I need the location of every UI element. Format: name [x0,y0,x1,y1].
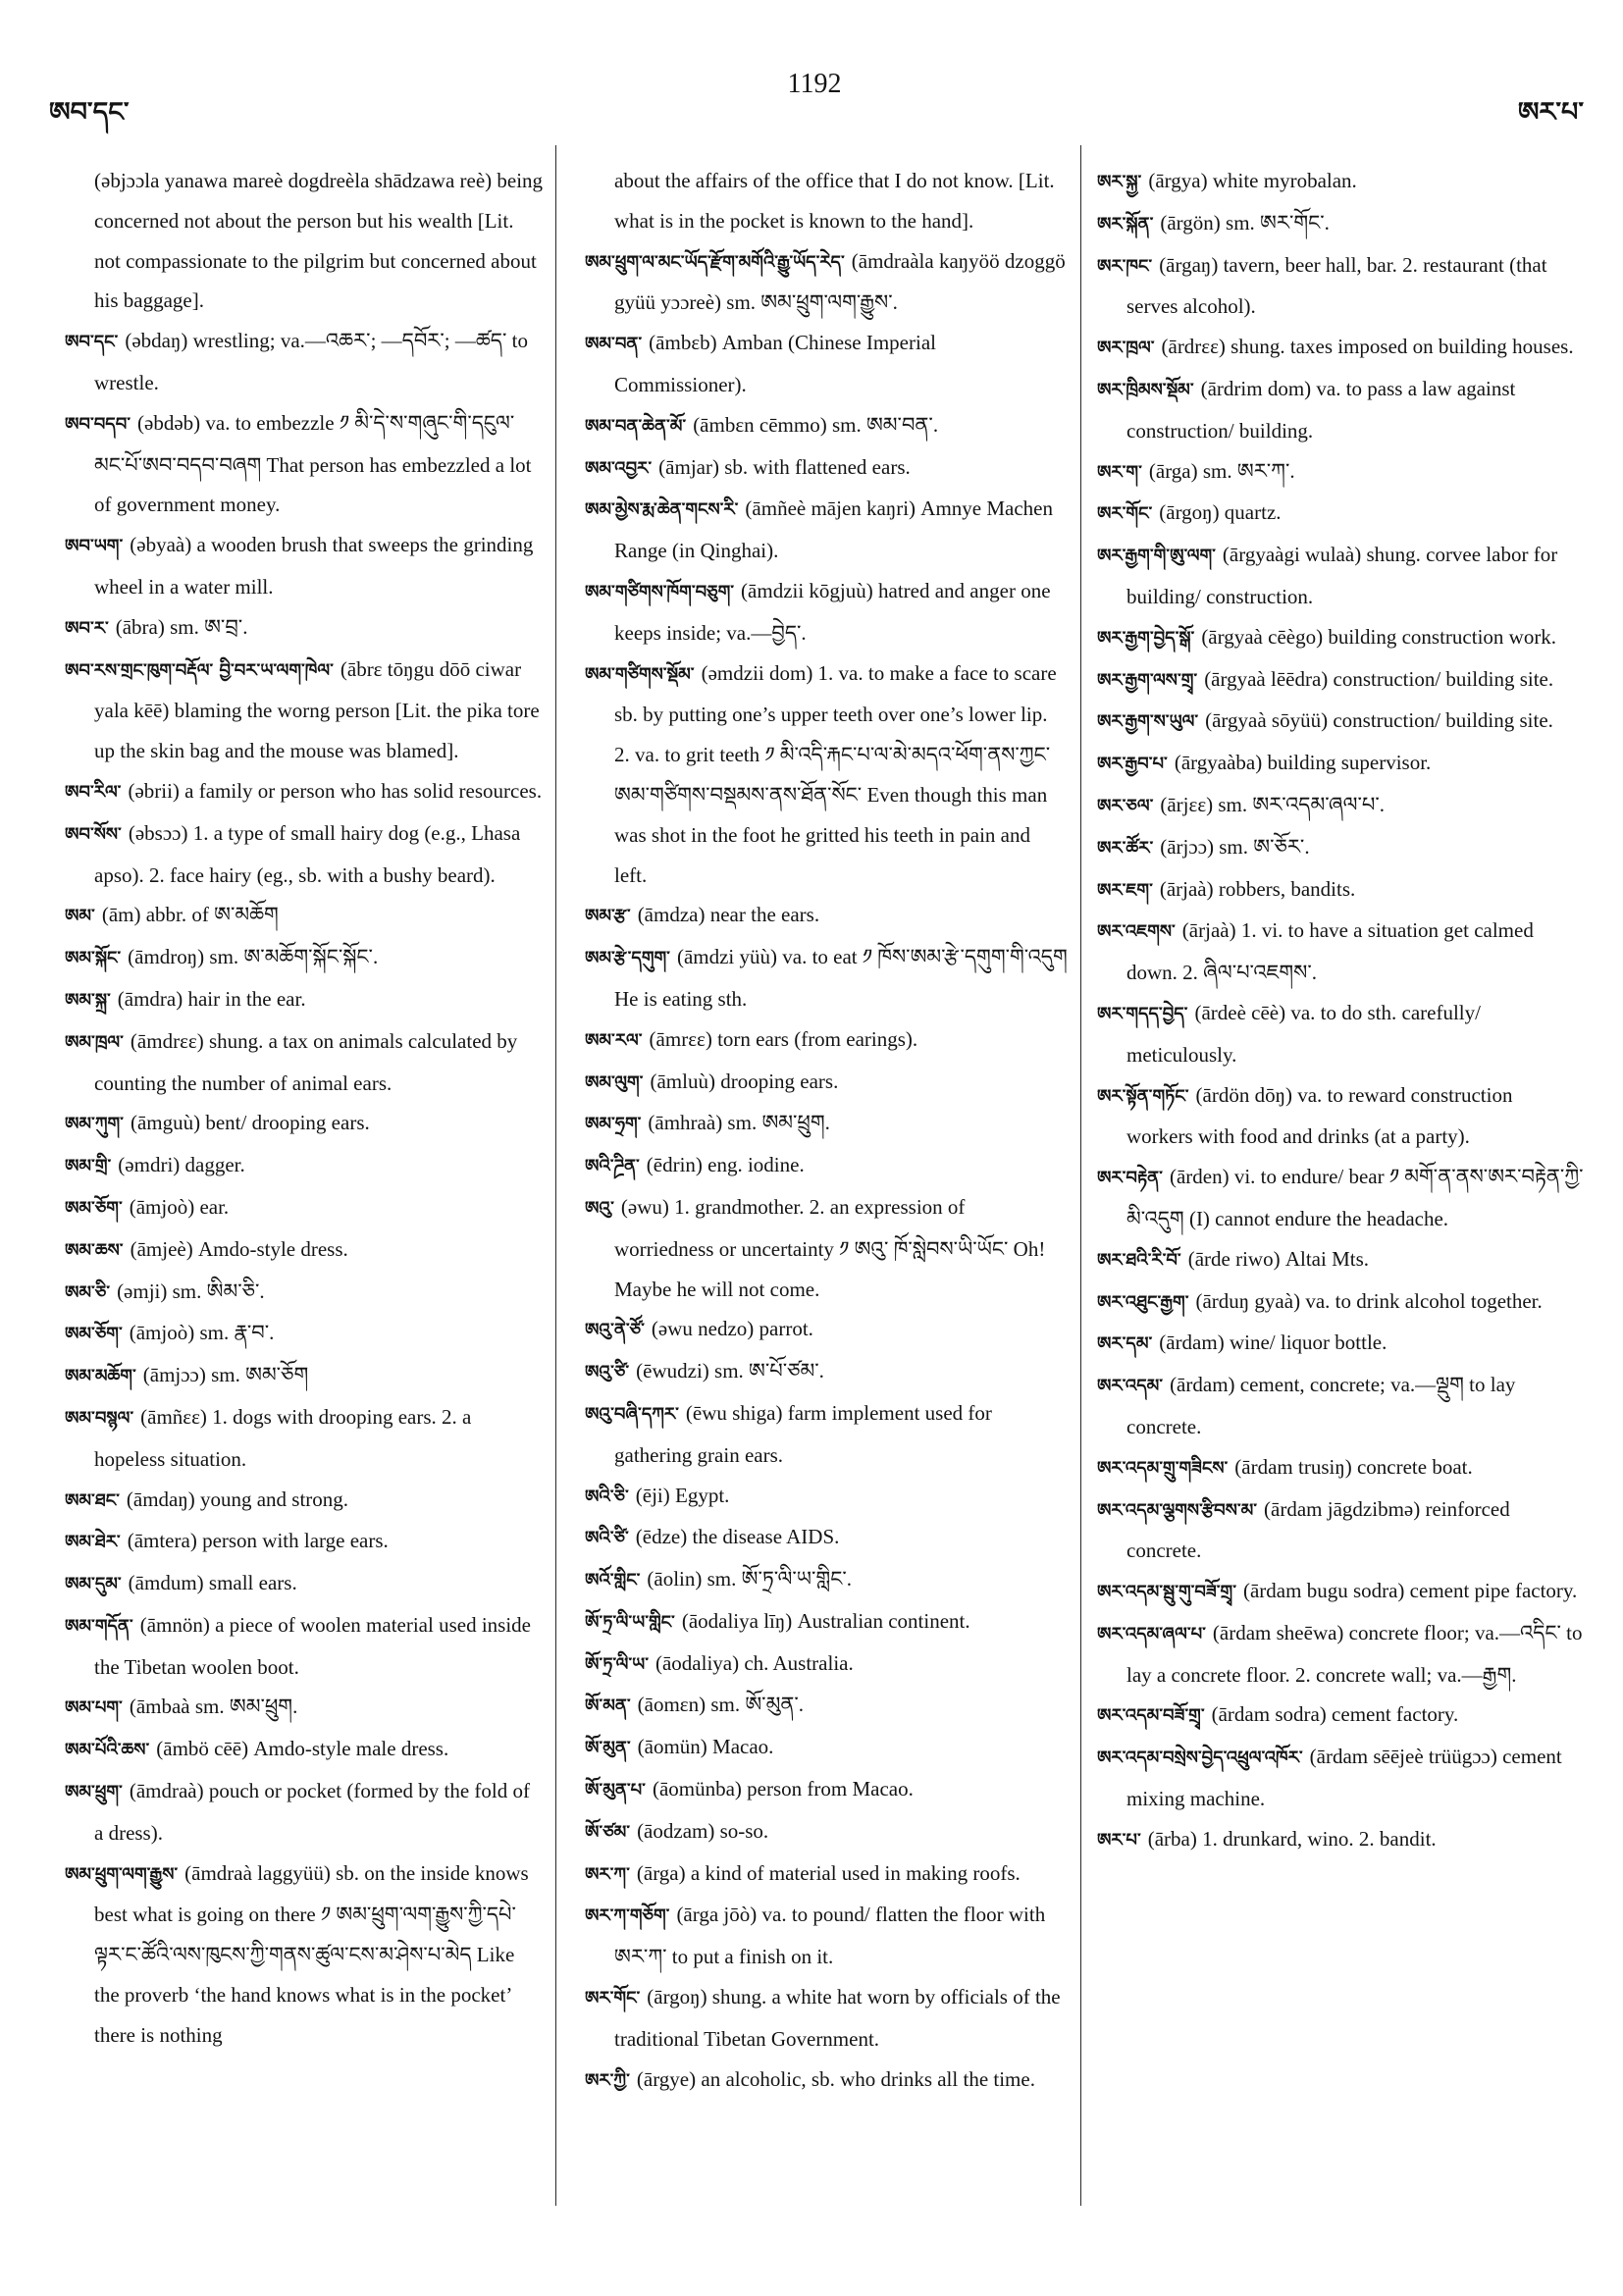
definition: (āmguù) bent/ drooping ears. [130,1111,370,1135]
definition: (ārden) vi. to endure/ bear ༡ མགོ་ན་ནས་ཨར་བརྟེན་ཀྱི་མི་འདུག (I) cannot endure the headache. [1126,1165,1584,1230]
definition: (ābra) sm. ཨ་བྲ་. [115,614,248,639]
definition: (ārdam) cement, concrete; va.—ལྡུག to lay concrete. [1126,1373,1516,1438]
dictionary-entry [65,1480,544,1522]
definition: (əwu nedzo) parrot. [651,1317,813,1341]
column-divider [555,145,556,2206]
definition: (ārdam bugu sodra) cement pipe factory. [1242,1579,1578,1603]
headword: ཨམ་མྱེས་རྨ་ཆེན་གངས་རི་ [585,499,739,521]
headword: ཨམ་བན་ཆེན་མོ་ [585,415,687,437]
headword: ཨམ་ཕྲུག་ལ་མང་ཡོད་རྫོག་མགོའི་རྒྱུ་ཡོད་རེད་ [585,251,845,273]
dictionary-entry [585,1351,1068,1393]
headword: ཨར་ཁང་ [1097,255,1153,277]
headword: ཨར་རྒྱག་བྱེད་སྒོ་ [1097,627,1195,649]
dictionary-column-3 [1097,161,1584,2231]
dictionary-entry [1097,535,1584,617]
definition: (ārdam sodra) cement factory. [1211,1702,1459,1727]
dictionary-entry [585,653,1068,896]
headword: ཨའི་ཌྲིན་ [585,1156,640,1177]
headword: ཨར་ཀ་ [585,1863,630,1885]
dictionary-entry [1097,1695,1584,1737]
right-guide-word: ཨར་པ་ [1517,97,1584,128]
definition: (ēwu shiga) farm implement used for gathering grain ears. [614,1400,992,1467]
dictionary-entry [1097,1613,1584,1696]
definition: (āmdraà laggyüü) sb. on the inside knows best what is going on there ༡ ཨམ་ཕྲུག་ལག་རྒྱུས་ཀྱི་དཔེ་ལྟར་ང་ཚོའི་ལས་ཁུངས་ཀྱི་གནས་ཚུལ་ངས་མ་ཤེས་པ་མེད Like the proverb ‘the hand knows what is in the pocket’ there is nothing [94,1860,529,2047]
definition: (ārdam jāgdzibmə) reinforced concrete. [1126,1496,1510,1563]
headword: ཨམ་ཆས་ [65,1239,124,1261]
page-number: 1192 [787,69,842,99]
definition: (ārdam) wine/ liquor bottle. [1159,1331,1387,1355]
dictionary-entry [1097,203,1584,245]
headword: ཨར་རྒྱག་ས་ཡུལ་ [1097,711,1199,733]
dictionary-entry [65,1313,544,1355]
definition: (ārgyaàgi wulaà) shung. corvee labor for building/ construction. [1126,543,1558,608]
dictionary-entry [65,895,544,937]
headword: ཨར་ཅལ་ [1097,795,1154,816]
dictionary-entry [1097,911,1584,993]
dictionary-entry [585,1644,1068,1686]
definition: (ēdrin) eng. iodine. [646,1153,805,1177]
headword: ཨར་འདམ་ལྕགས་རྩིབས་མ་ [1097,1499,1258,1521]
headword: ཨར་འདམ་བཟོ་གྲྭ་ [1097,1705,1205,1727]
dictionary-entry [65,1687,544,1729]
headword: ཨམ་པག་ [65,1697,123,1719]
headword: ཨའི་ཙི་ [585,1528,629,1549]
dictionary-entry [1097,327,1584,369]
headword: ཨར་ཐའི་རི་བོ་ [1097,1249,1181,1271]
definition: (ārjaà) 1. vi. to have a situation get calmed down. 2. ཞིལ་པ་འཇགས་. [1126,918,1534,985]
headword: ཨབ་དང་ [65,332,119,353]
headword: ཨར་རྒྱག་གི་ཨུ་ལག་ [1097,546,1216,567]
entry-continuation [585,161,1068,241]
definition: (āmdza) near the ears. [637,903,820,927]
definition: (āmdzi yüù) va. to eat ༡ ཁོས་ཨམ་རྩེ་དགུག་གི་འདུག He is eating sth. [614,945,1068,1011]
dictionary-entry [65,1563,544,1605]
definition: (āomün) Macao. [637,1735,774,1759]
headword: ཨོ་མན་ [585,1696,631,1717]
headword: ཨམ་གདོན་ [65,1615,133,1637]
definition: (ārgyaà lēēdra) construction/ building site. [1204,666,1554,691]
left-guide-word: ཨབ་དང་ [49,97,130,128]
definition: (āmdaŋ) young and strong. [126,1487,349,1511]
headword: ཨར་འཐུང་རྒྱག་ [1097,1291,1189,1313]
headword: ཨམ་ཅོག་ [65,1197,123,1219]
dictionary-entry [65,1103,544,1145]
definition: (ārgye) an alcoholic, sb. who drinks all the time. [636,2066,1035,2091]
headword: ཨར་དམ་ [1097,1333,1153,1355]
dictionary-entry [65,1771,544,1853]
definition: (āmñeè mājen kaŋri) Amnye Machen Range (in Qinghai). [614,496,1054,563]
headword: ཨའུ་ནེ་ཙོ་ [585,1320,645,1341]
headword: ཨོ་མུན་པ་ [585,1780,646,1801]
headword: ཨའི་ཅི་ [585,1486,629,1507]
headword: ཨར་ཁྲིམས་སྡོམ་ [1097,379,1194,400]
dictionary-entry [585,895,1068,937]
dictionary-entry [585,937,1068,1019]
headword: ཨམ་ཕྲུག་ལག་རྒྱུས་ [65,1863,179,1885]
headword: ཨར་ག་ [1097,461,1142,483]
dictionary-entry [585,1601,1068,1644]
headword: ཨའུ་བཞི་དཀར་ [585,1403,679,1425]
dictionary-entry [585,571,1068,653]
dictionary-entry [1097,659,1584,702]
definition: (ārgyaà sōyüü) construction/ building site. [1205,708,1553,733]
definition: (əwu) 1. grandmother. 2. an expression of worriedness or uncertainty ༡ ཨའུ་ ཁོ་སླེབས་ཡི་ཡོང་ Oh! Maybe he will not come. [614,1194,1046,1301]
dictionary-entry [65,1272,544,1314]
definition: (əbsɔɔ) 1. a type of small hairy dog (e.g., Lhasa apso). 2. face hairy (eg., sb. with a bushy beard). [94,820,521,887]
definition: (əbyaà) a wooden brush that sweeps the grinding wheel in a water mill. [94,533,534,599]
definition: (ārgaŋ) tavern, beer hall, bar. 2. restaurant (that serves alcohol). [1126,252,1547,319]
definition: about the affairs of the office that I do not know. [Lit. what is in the pocket is known to the hand]. [614,169,1055,233]
headword: ཨམ་ཅོག་ [65,1324,123,1345]
headword: ཨམ་སྐོང་ [65,948,122,969]
headword: ཨར་གདད་བྱེད་ [1097,1003,1188,1024]
dictionary-entry [585,1309,1068,1351]
dictionary-entry [65,1187,544,1229]
headword: ཨོ་ཏྲ་ལི་ཡ་ [585,1653,649,1675]
dictionary-entry [585,1727,1068,1769]
definition: (ārga) sm. ཨར་ཀ་. [1148,458,1295,483]
headword: ཨར་འདམ་བསྲེས་བྱེད་འཕྲུལ་འཁོར་ [1097,1748,1303,1769]
dictionary-entry [1097,1737,1584,1819]
dictionary-entry [1097,161,1584,203]
definition: (ārdrim dom) va. to pass a law against construction/ building. [1126,376,1516,443]
definition: (āomünba) person from Macao. [652,1777,914,1801]
headword: ཨམ་བསྙལ་ [65,1407,134,1429]
headword: ཨར་ཚོར་ [1097,837,1154,859]
definition: (āodzam) so-so. [637,1818,769,1843]
dictionary-entry [1097,493,1584,535]
column-divider [1080,145,1081,2206]
dictionary-entry [65,813,544,896]
definition: (ārga) a kind of material used in making roofs. [636,1860,1021,1885]
headword: ཨམ་གྲི་ [65,1156,112,1177]
dictionary-entry [65,403,544,525]
headword: ཨམ་གཙིགས་སྡོམ་ [585,663,695,685]
definition: (ārduŋ gyaà) va. to drink alcohol together. [1195,1288,1543,1313]
headword: ཨམ་ལུག་ [585,1071,644,1093]
dictionary-entry [65,937,544,979]
dictionary-entry [65,1021,544,1104]
headword: ཨམ་སྐྲ་ [65,989,111,1011]
definition: (āmdroŋ) sm. ཨ་མཆོག་སྐོང་སྐོང་. [128,945,379,969]
headword: ཨམ་ཁྲལ་ [65,1031,124,1053]
dictionary-entry [1097,1157,1584,1239]
dictionary-entry [585,1103,1068,1145]
headword: ཨམ་པོའི་ཆས་ [65,1740,150,1761]
headword: ཨམ་ [65,906,95,927]
definition: (ārdeè cēè) va. to do sth. carefully/ meticulously. [1126,1000,1481,1067]
definition: (āmtera) person with large ears. [127,1529,389,1553]
headword: ཨབ་ར་ [65,617,109,639]
headword: ཨམ་རྩེ་དགུག་ [585,948,670,969]
definition: (āmdraàla kaŋyöö dzoggö gyüü yɔɔreè) sm. ཨམ་ཕྲུག་ལག་རྒྱུས་. [614,248,1066,315]
definition: (āmbɛn cēmmo) sm. ཨམ་བན་. [693,412,939,437]
definition: (āmrɛɛ) torn ears (from earings). [649,1026,918,1051]
definition: (āmbɛb) Amban (Chinese Imperial Commissioner). [614,331,936,396]
definition: (ām) abbr. of ཨ་མཆོག [101,903,279,927]
headword: ཨམ་ཕྲུག་ [65,1782,123,1803]
headword: ཨོ་མུན་ [585,1738,631,1759]
definition: (ārgyaà cēègo) building construction work. [1201,624,1557,649]
definition: (āmdraà) pouch or pocket (formed by the fold of a dress). [94,1779,531,1845]
headword: ཨར་འདམ་ [1097,1376,1164,1397]
headword: ཨར་སྟོན་གཏོང་ [1097,1085,1189,1107]
headword: ཨབ་སོས་ [65,823,122,845]
dictionary-entry [65,1729,544,1771]
dictionary-entry [585,489,1068,571]
definition: (əmdri) dagger. [118,1153,245,1177]
headword: ཨར་རྒྱབ་པ་ [1097,754,1168,775]
definition: (āmjeè) Amdo-style dress. [130,1236,348,1261]
dictionary-entry [65,1521,544,1563]
definition: (āmluù) drooping ears. [650,1069,839,1093]
definition: (āmbö cēē) Amdo-style male dress. [156,1737,449,1761]
headword: ཨར་འདམ་སྦུ་གུ་བཟོ་གྲྭ་ [1097,1582,1236,1603]
definition: (ārdam trusiŋ) concrete boat. [1234,1454,1473,1479]
dictionary-entry [585,1685,1068,1727]
dictionary-entry [1097,1281,1584,1324]
dictionary-entry [65,1605,544,1688]
definition: (ārga jōò) va. to pound/ flatten the floor with ཨར་ཀ་ to put a finish on it. [614,1903,1046,1969]
definition: (āolin) sm. ཨོ་ཏྲ་ལི་ཡ་གླིང་. [647,1567,852,1592]
headword: ཨབ་བདབ་ [65,413,131,435]
headword: ཨམ་ཅི་ [65,1281,111,1303]
dictionary-entry [65,1145,544,1187]
dictionary-entry [65,771,544,813]
headword: ཨར་སྐོན་ [1097,213,1154,235]
headword: ཨར་རྒྱག་ལས་གྲྭ་ [1097,669,1198,691]
definition: (āmhraà) sm. ཨམ་ཕྲུག. [648,1111,830,1135]
headword: ཨར་ཀ་གཅོག་ [585,1905,670,1927]
dictionary-entry [1097,1365,1584,1447]
headword: ཨར་གོང་ [1097,503,1153,525]
dictionary-entry [1097,1819,1584,1861]
headword: ཨམ་ཐེར་ [65,1532,121,1553]
definition: (āmñɛɛ) 1. dogs with drooping ears. 2. a hopeless situation. [94,1404,472,1471]
definition: (āmjar) sb. with flattened ears. [658,454,911,479]
definition: (āmjoò) sm. རྣ་བ་. [129,1321,275,1345]
dictionary-entry [585,1895,1068,1977]
definition: (ēdze) the disease AIDS. [635,1525,840,1549]
dictionary-entry [1097,869,1584,912]
headword: ཨར་གོང་ [585,1988,641,2009]
definition: (əbdəb) va. to embezzle ༡ མི་དེ་ས་གཞུང་གི་དངུལ་མང་པོ་ཨབ་བདབ་བཞག That person has embezzled a lot of government money. [94,410,532,517]
dictionary-entry [1097,1075,1584,1158]
dictionary-entry [1097,785,1584,827]
headword: ཨར་སྐྱ་ [1097,172,1142,192]
dictionary-entry [585,447,1068,490]
dictionary-entry [1097,451,1584,494]
definition: (āomɛn) sm. ཨོ་མུན་. [637,1693,804,1717]
dictionary-entry [585,405,1068,447]
definition: (ārjɛɛ) sm. ཨར་འདམ་ཞལ་པ་. [1160,792,1386,816]
dictionary-entry [1097,827,1584,869]
dictionary-entry [1097,1489,1584,1572]
definition: (āmdra) hair in the ear. [117,986,306,1011]
dictionary-entry [1097,1239,1584,1281]
dictionary-entry [1097,369,1584,451]
headword: ཨམ་འབྱར་ [585,457,653,479]
definition: (āmdrɛɛ) shung. a tax on animals calculated by counting the number of animal ears. [94,1028,518,1095]
definition: (ārde riwo) Altai Mts. [1187,1246,1370,1271]
headword: ཨམ་ཧྲག་ [585,1114,642,1135]
headword: ཨམ་དུམ་ [65,1574,122,1595]
dictionary-entry [585,1559,1068,1601]
headword: ཨམ་ཀུག་ [65,1114,124,1135]
headword: ཨར་བརྟེན་ [1097,1168,1163,1189]
headword: ཨའུ་ཙི་ [585,1362,630,1383]
dictionary-entry [585,323,1068,405]
definition: (əmji) sm. ཨིམ་ཅི་. [117,1278,265,1303]
dictionary-entry [585,1476,1068,1518]
definition: (ārjaà) robbers, bandits. [1159,876,1356,901]
definition: (ārgoŋ) quartz. [1159,500,1282,525]
dictionary-entry [1097,701,1584,743]
dictionary-entry [1097,743,1584,785]
headword: ཨབ་ཡག་ [65,536,124,557]
dictionary-entry [1097,993,1584,1075]
dictionary-entry [65,607,544,650]
definition: (āmnön) a piece of woolen material used inside the Tibetan woolen boot. [94,1612,531,1679]
dictionary-entry [65,979,544,1021]
definition: (ārjɔɔ) sm. ཨ་ཅོར་. [1160,834,1310,859]
dictionary-entry [1097,1571,1584,1613]
headword: ཨར་ཀྱི་ [585,2069,630,2091]
definition: (əmdzii dom) 1. va. to make a face to scare sb. by putting one’s upper teeth over one’s lower lip. 2. va. to grit teeth ༡ མི་འདི་རྐང་པ་ལ་མེ་མདའ་ཕོག་ནས་ཀྱང་ཨམ་གཙིགས་བསྡམས་ནས་ཐོན་སོང་ Even though this man was shot in the foot he gritted his teeth in pain and left. [614,660,1057,887]
dictionary-entry [585,1062,1068,1104]
dictionary-entry [65,1355,544,1397]
headword: ཨའུ་ [585,1197,614,1219]
dictionary-entry [65,650,544,771]
dictionary-entry [585,1811,1068,1853]
definition: (ārgya) white myrobalan. [1148,169,1357,192]
entry-continuation [65,161,544,321]
headword: ཨར་འཇགས་ [1097,921,1176,943]
definition: (ārdam sēējeè trüügɔɔ) cement mixing machine. [1126,1745,1562,1811]
dictionary-column-2 [585,161,1068,2231]
dictionary-entry [65,1229,544,1272]
definition: (āmdzii kōgjuù) hatred and anger one keeps inside; va.—བྱེད་. [614,578,1051,645]
definition: (əbrii) a family or person who has solid resources. [128,778,543,803]
dictionary-entry [585,241,1068,324]
headword: ཨབ་རས་གྲང་ཁུག་བརྡོལ་ བྱི་བར་ཡ་ལག་ཁེལ་ [65,659,334,681]
dictionary-entry [585,1853,1068,1896]
definition: (āmdum) small ears. [128,1571,297,1595]
dictionary-entry [585,1769,1068,1811]
definition: (əbdaŋ) wrestling; va.—འཆར་; —དབོར་; —ཚད་ to wrestle. [94,329,528,394]
dictionary-entry [585,1187,1068,1309]
dictionary-column-1 [65,161,544,2231]
definition: (ābrɛ tōŋgu dōō ciwar yala kēē) blaming the worng person [Lit. the pika tore up the skin bag and the mouse was blamed]. [94,656,540,763]
headword: ཨར་འདམ་གྲུ་གཟིངས་ [1097,1457,1229,1479]
definition: (ārdön dōŋ) va. to reward construction workers with food and drinks (at a party). [1126,1082,1513,1149]
definition: (āmbaà sm. ཨམ་ཕྲུག. [129,1695,298,1719]
definition: (āmjoò) ear. [129,1194,230,1219]
dictionary-entry [585,1977,1068,2060]
dictionary-entry [1097,1323,1584,1365]
headword: ཨར་ཇག་ [1097,879,1153,901]
headword: ཨོ་ཏྲ་ལི་ཡ་གླིང་ [585,1611,675,1633]
definition: (ārgön) sm. ཨར་གོང་. [1160,210,1330,235]
headword: ཨར་ཁྲལ་ [1097,338,1155,359]
dictionary-entry [1097,1447,1584,1489]
dictionary-entry [65,1397,544,1480]
definition: (āodaliya) ch. Australia. [654,1650,854,1675]
definition: (ārgoŋ) shung. a white hat worn by officials of the traditional Tibetan Government. [614,1985,1061,2051]
dictionary-entry [65,1853,544,2056]
dictionary-entry [585,1145,1068,1187]
headword: ཨར་འདམ་ཞལ་པ་ [1097,1623,1206,1644]
definition: (ārdam sheēwa) concrete floor; va.—འདིང་ to lay a concrete floor. 2. concrete wall; va.—རྒྱག. [1126,1620,1583,1687]
dictionary-entry [585,1019,1068,1062]
headword: ཨམ་བན་ [585,334,643,355]
dictionary-entry [1097,617,1584,659]
headword: ཨབ་རིལ་ [65,781,122,803]
definition: (āmjɔɔ) sm. ཨམ་ཅོག [142,1363,309,1387]
definition: (ārdrɛɛ) shung. taxes imposed on building houses. [1161,335,1574,359]
dictionary-entry [585,2060,1068,2102]
headword: ཨམ་ཐང་ [65,1489,120,1511]
definition: (əbjɔɔla yanawa mareè dogdreèla shādzawa reè) being concerned not about the person but his wealth [Lit. not compassionate to the pilgrim but concerned about his baggage]. [94,169,544,313]
dictionary-entry [65,525,544,607]
dictionary-entry [585,1393,1068,1476]
headword: ཨམ་གཙིགས་ཁོག་བཅུག་ [585,581,735,602]
headword: ཨམ་རལ་ [585,1029,643,1051]
headword: ཨར་པ་ [1097,1829,1141,1851]
definition: (ēji) Egypt. [635,1483,730,1507]
definition: (ārba) 1. drunkard, wino. 2. bandit. [1147,1826,1437,1851]
definition: (ēwudzi) sm. ཨ་པོ་ཙམ་. [636,1359,824,1383]
headword: ཨམ་རྩ་ [585,906,631,927]
dictionary-entry [585,1517,1068,1559]
dictionary-entry [1097,245,1584,328]
headword: ཨོ་ཙམ་ [585,1821,631,1843]
headword: ཨམ་མཆོག་ [65,1366,136,1387]
definition: (ārgyaàba) building supervisor. [1174,751,1432,775]
definition: (āodaliya līŋ) Australian continent. [681,1608,970,1633]
headword: ཨའོ་གླིང་ [585,1570,641,1592]
dictionary-entry [65,321,544,403]
